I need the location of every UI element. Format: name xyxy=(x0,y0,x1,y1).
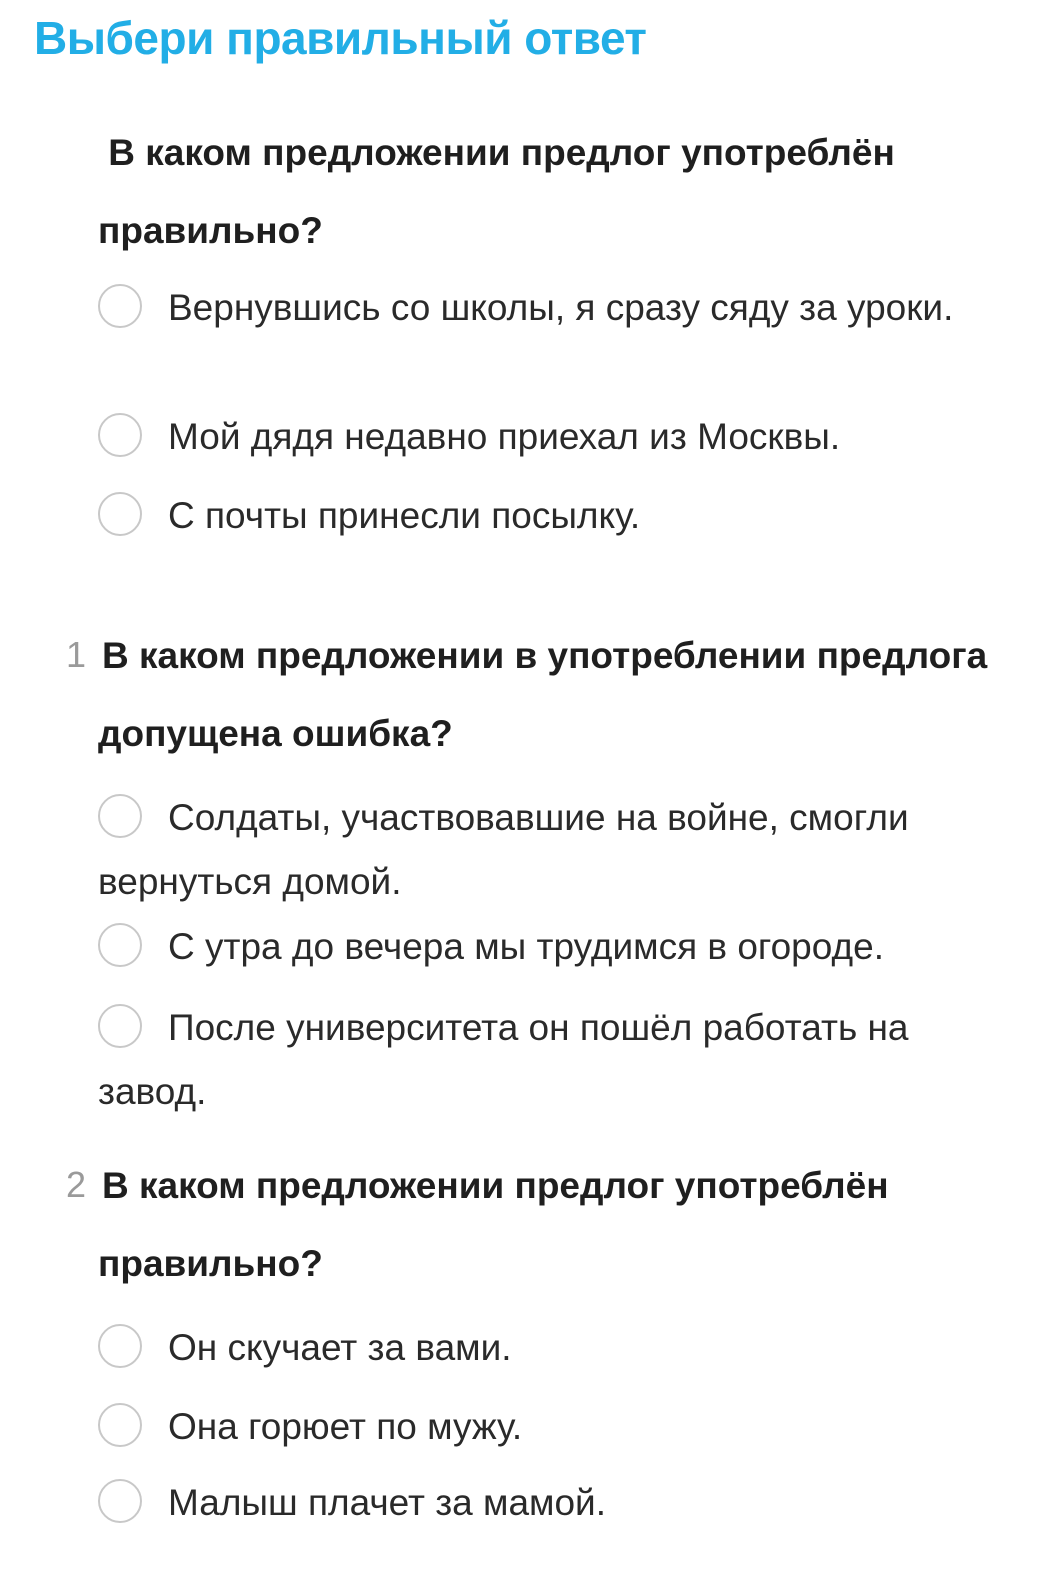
option-label: С почты принесли посылку. xyxy=(168,495,641,536)
answer-option[interactable] xyxy=(98,276,1008,340)
option-label: Он скучает за вами. xyxy=(168,1327,512,1368)
option-label: Солдаты, участвовавшие на войне, смогли вернуться домой. xyxy=(98,797,909,902)
radio-button[interactable] xyxy=(98,794,142,838)
radio-button[interactable] xyxy=(98,284,142,328)
answer-option[interactable] xyxy=(98,786,1008,914)
answer-option[interactable] xyxy=(98,996,1008,1124)
page-title: Выбери правильный ответ xyxy=(34,12,647,64)
answer-option[interactable] xyxy=(98,1316,1008,1380)
answer-option[interactable] xyxy=(98,405,1008,469)
question-text: В каком предложении предлог употреблён правильно? xyxy=(98,1165,889,1284)
option-label: Мой дядя недавно приехал из Москвы. xyxy=(168,416,841,457)
question-number: 2 xyxy=(66,1164,87,1205)
radio-button[interactable] xyxy=(98,1004,142,1048)
option-label: После университета он пошёл работать на завод. xyxy=(98,1007,909,1112)
radio-button[interactable] xyxy=(98,492,142,536)
answer-option[interactable] xyxy=(98,915,1008,979)
radio-button[interactable] xyxy=(98,1324,142,1368)
option-label: Вернувшись со школы, я сразу сяду за уроки. xyxy=(168,287,954,328)
radio-button[interactable] xyxy=(98,923,142,967)
option-label: Малыш плачет за мамой. xyxy=(168,1482,607,1523)
option-label: Она горюет по мужу. xyxy=(168,1406,523,1447)
radio-button[interactable] xyxy=(98,413,142,457)
question-text: В каком предложении в употреблении предлога допущена ошибка? xyxy=(98,635,988,754)
option-label: С утра до вечера мы трудимся в огороде. xyxy=(168,926,884,967)
answer-option[interactable] xyxy=(98,1471,1008,1535)
answer-option[interactable] xyxy=(98,1395,1008,1459)
radio-button[interactable] xyxy=(98,1403,142,1447)
answer-option[interactable] xyxy=(98,484,1008,548)
question-text: В каком предложении предлог употреблён правильно? xyxy=(98,132,895,251)
radio-button[interactable] xyxy=(98,1479,142,1523)
question-number: 1 xyxy=(66,634,87,675)
